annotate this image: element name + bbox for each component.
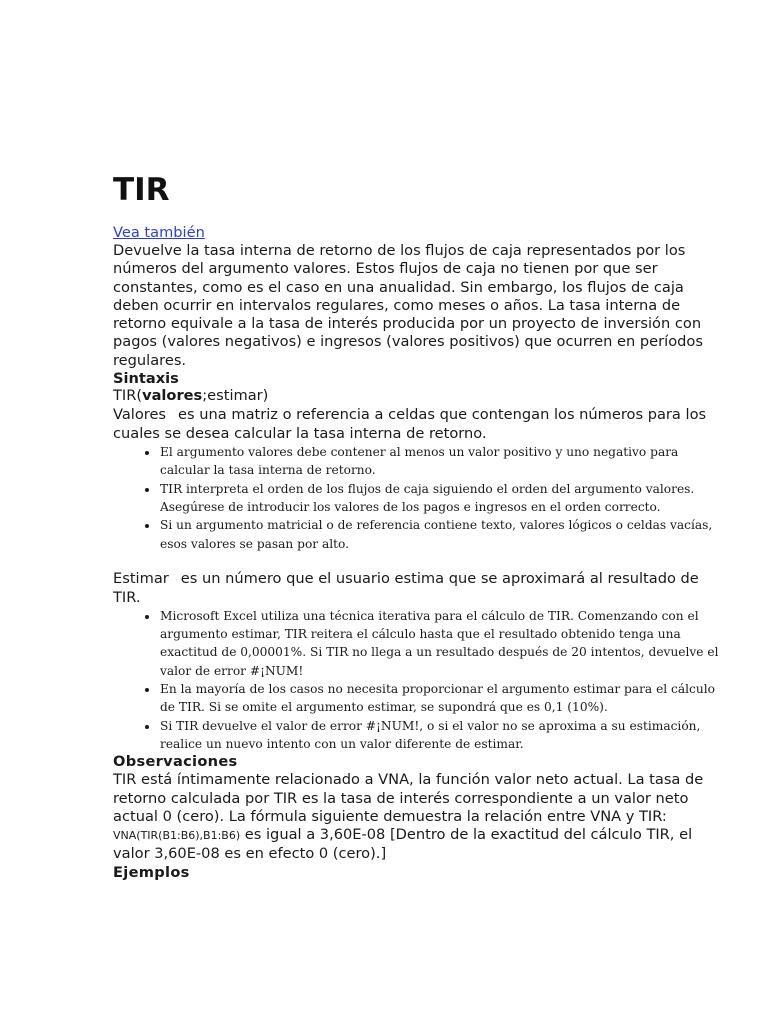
formula-explanation: es igual a 3,60E-08 [Dentro de la exactitud del cálculo TIR, el valor 3,60E-08 es en efecto 0 (cero).] (113, 826, 693, 863)
valores-notes-list-1 (113, 443, 728, 480)
list-item: • TIR interpreta el orden de los flujos de caja siguiendo el orden del argumento valores. Asegúrese de introducir los valores de los pagos e ingresos en el orden correcto. (159, 480, 728, 517)
estimar-name: Estimar (113, 569, 169, 587)
syntax-arg-rest: ;estimar) (202, 387, 269, 405)
formula-code: VNA(TIR(B1:B6),B1:B6) (113, 829, 241, 843)
estimar-definition (113, 569, 728, 607)
estimar-notes-list-2 (113, 680, 728, 753)
observaciones-formula (113, 826, 728, 864)
observaciones-text: TIR está íntimamente relacionado a VNA, la función valor neto actual. La tasa de retorno calculada por TIR es la tasa de interés correspondiente a un valor neto actual 0 (cero). La fórmula siguiente demuestra la relación entre VNA y TIR: (113, 771, 704, 825)
estimar-description: es un número que el usuario estima que se aproximará al resultado de TIR. (113, 569, 699, 606)
syntax-function-name: TIR( (113, 387, 143, 405)
list-item: • Microsoft Excel utiliza una técnica iterativa para el cálculo de TIR. Comenzando con el argumento estimar, TIR reitera el cálculo hasta que el resultado obtenido tenga una exactitud de 0,00001%. Si TIR no llega a un resultado después de 20 intentos, devuelve el valor de error #¡NUM! (159, 607, 728, 680)
valores-name: Valores (113, 406, 167, 424)
syntax-arg-valores: valores (142, 387, 203, 405)
valores-description: es una matriz o referencia a celdas que contengan los números para los cuales se desea calcular la tasa interna de retorno. (113, 406, 707, 443)
list-item: • Si TIR devuelve el valor de error #¡NUM!, o si el valor no se aproxima a su estimación, realice un nuevo intento con un valor diferente de estimar. (159, 717, 728, 754)
valores-notes-list-2 (113, 480, 728, 553)
page-title: TIR (113, 172, 170, 208)
document-content (113, 170, 728, 882)
valores-definition (113, 405, 728, 443)
list-item: • El argumento valores debe contener al menos un valor positivo y uno negativo para calcular la tasa interna de retorno. (159, 443, 728, 480)
estimar-notes-list-1 (113, 607, 728, 680)
see-also-link[interactable]: Vea también (113, 224, 205, 241)
list-item: • En la mayoría de los casos no necesita proporcionar el argumento estimar para el cálculo de TIR. Si se omite el argumento estimar, se supondrá que es 0,1 (10%). (159, 680, 728, 717)
list-item: • Si un argumento matricial o de referencia contiene texto, valores lógicos o celdas vacías, esos valores se pasan por alto. (159, 516, 728, 553)
syntax-heading: Sintaxis (113, 370, 179, 388)
observaciones-heading: Observaciones (113, 753, 238, 771)
syntax-signature (113, 387, 728, 405)
function-description: Devuelve la tasa interna de retorno de los flujos de caja representados por los números del argumento valores. Estos flujos de caja no tienen por que ser constantes, como es el caso en una anualidad. Sin embargo, los flujos de caja deben ocurrir en intervalos regulares, como meses o años. La tasa interna de retorno equivale a la tasa de interés producida por un proyecto de inversión con pagos (valores negativos) e ingresos (valores positivos) que ocurren en períodos regulares. (113, 242, 703, 369)
ejemplos-heading: Ejemplos (113, 863, 190, 881)
